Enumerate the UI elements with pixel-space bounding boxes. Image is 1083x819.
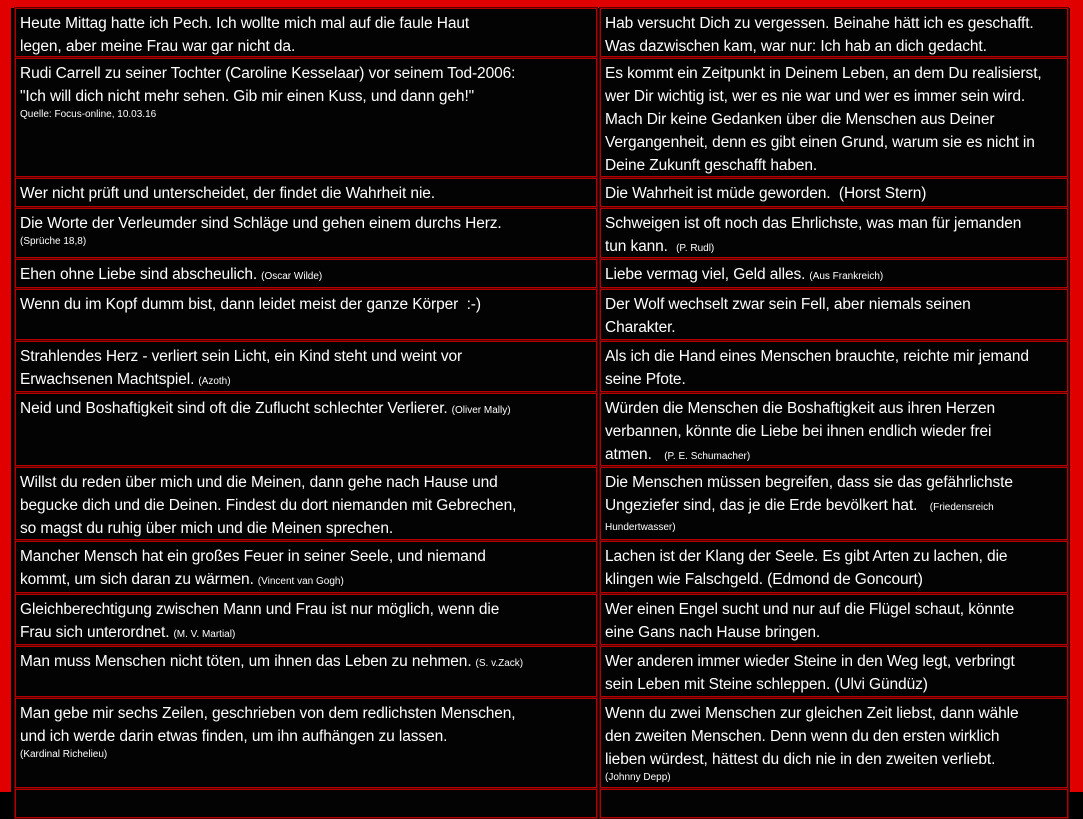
table-row [14,789,1070,819]
quote-source: (S. v.Zack) [475,658,524,669]
quote-text: Hab versucht Dich zu vergessen. Beinahe hätt ich es geschafft. Was dazwischen kam, war nur: Ich hab an dich gedacht. [605,15,1034,55]
quote-cell-right [600,467,1068,540]
quote-cell-left [15,341,597,392]
table-row [14,646,1070,698]
quote-cell-right [600,646,1068,697]
quote-cell-right [600,541,1068,593]
quote-cell-left [15,541,597,593]
quote-text: Lachen ist der Klang der Seele. Es gibt Arten zu lachen, die klingen wie Falschgeld. (Edmond de Goncourt) [605,548,1008,588]
quote-text: Wer anderen immer wieder Steine in den Weg legt, verbringt sein Leben mit Steine schleppen. (Ulvi Gündüz) [605,653,1015,693]
quote-cell-left [15,467,597,540]
quote-text: Willst du reden über mich und die Meinen, dann gehe nach Hause und begucke dich und die Deinen. Findest du dort niemanden mit Gebrechen, so magst du ruhig über mich und die Meinen sprechen. [20,474,517,537]
quote-cell-right [600,341,1068,392]
quote-text: Man muss Menschen nicht töten, um ihnen das Leben zu nehmen. [20,653,472,670]
quote-text: Mancher Mensch hat ein großes Feuer in seiner Seele, und niemand kommt, um sich daran zu wärmen. [20,548,486,588]
quote-source: (M. V. Martial) [173,629,236,640]
quote-cell-right [600,698,1068,788]
quote-source: (P. E. Schumacher) [664,451,751,462]
quote-text: Liebe vermag viel, Geld alles. [605,266,806,283]
quote-cell-right [600,208,1068,258]
quote-cell-left [15,58,597,177]
quote-text: Neid und Boshaftigkeit sind oft die Zuflucht schlechter Verlierer. [20,400,448,417]
quote-text: Rudi Carrell zu seiner Tochter (Caroline Kesselaar) vor seinem Tod-2006: "Ich will dich nicht mehr sehen. Gib mir einen Kuss, und dann geh!" [20,65,516,105]
quote-text: Die Worte der Verleumder sind Schläge und gehen einem durchs Herz. [20,215,502,232]
quote-source: (Kardinal Richelieu) [20,749,108,760]
quote-source: Quelle: Focus-online, 10.03.16 [20,109,157,120]
quote-text: Würden die Menschen die Boshaftigkeit aus ihren Herzen verbannen, könnte die Liebe bei ihnen endlich wieder frei atmen. [605,400,996,463]
quote-cell-right [600,58,1068,177]
quote-source: (Azoth) [198,376,231,387]
table-row [14,594,1070,646]
quote-cell-left [15,646,597,697]
quote-cell-left [15,789,597,818]
table-row [14,467,1070,541]
quote-text: Als ich die Hand eines Menschen brauchte, reichte mir jemand seine Pfote. [605,348,1029,388]
quote-source: (P. Rudl) [676,243,715,254]
quote-cell-right [600,259,1068,288]
quote-text: Der Wolf wechselt zwar sein Fell, aber niemals seinen Charakter. [605,296,971,336]
quote-cell-right [600,178,1068,207]
table-row [14,698,1070,789]
table-row [14,393,1070,467]
quote-text: Man gebe mir sechs Zeilen, geschrieben von dem redlichsten Menschen, und ich werde darin etwas finden, um ihn aufhängen zu lassen. [20,705,516,745]
table-row [14,8,1070,58]
quote-text: Die Wahrheit ist müde geworden. (Horst Stern) [605,185,927,202]
quote-cell-left [15,208,597,258]
quote-text: Ehen ohne Liebe sind abscheulich. [20,266,258,283]
table-row [14,289,1070,341]
quote-cell-left [15,594,597,645]
table-row [14,208,1070,259]
quote-source: (Johnny Depp) [605,772,671,783]
table-row [14,178,1070,208]
quote-source: (Aus Frankreich) [809,271,884,282]
quote-text: Wenn du im Kopf dumm bist, dann leidet meist der ganze Körper :-) [20,296,481,313]
quote-cell-right [600,594,1068,645]
quote-text: Die Menschen müssen begreifen, dass sie das gefährlichste Ungeziefer sind, das je die Erde bevölkert hat. [605,474,1013,514]
table-row [14,58,1070,178]
quote-cell-right [600,8,1068,57]
quote-source: (Oliver Mally) [451,405,511,416]
table-row [14,541,1070,594]
quote-text: Wer einen Engel sucht und nur auf die Flügel schaut, könnte eine Gans nach Hause bringen. [605,601,1015,641]
quote-source: (Friedensreich Hundertwasser) [605,502,994,533]
quote-source: (Oscar Wilde) [261,271,323,282]
quote-source: (Sprüche 18,8) [20,236,87,247]
quote-source: (Vincent van Gogh) [257,576,344,587]
quote-text: Es kommt ein Zeitpunkt in Deinem Leben, an dem Du realisierst, wer Dir wichtig ist, wer es nie war und wer es immer sein wird. Mach Dir keine Gedanken über die Menschen aus Deiner Vergangenheit, denn es gibt einen Grund, warum sie es nicht in Deine Zukunft geschafft haben. [605,65,1042,174]
quote-cell-left [15,698,597,788]
quote-cell-right [600,289,1068,340]
quote-cell-left [15,289,597,340]
quote-text: Gleichberechtigung zwischen Mann und Frau ist nur möglich, wenn die Frau sich unterordnet. [20,601,500,641]
quote-text: Wer nicht prüft und unterscheidet, der findet die Wahrheit nie. [20,185,436,202]
quote-cell-right [600,789,1068,818]
table-row [14,259,1070,289]
table-row [14,341,1070,393]
quote-cell-left [15,8,597,57]
quote-text: Schweigen ist oft noch das Ehrlichste, was man für jemanden tun kann. [605,215,1022,255]
quote-cell-left [15,178,597,207]
quote-cell-left [15,259,597,288]
quote-cell-left [15,393,597,466]
quote-text: Heute Mittag hatte ich Pech. Ich wollte mich mal auf die faule Haut legen, aber meine Frau war gar nicht da. [20,15,470,55]
quote-text: Strahlendes Herz - verliert sein Licht, ein Kind steht und weint vor Erwachsenen Machtspiel. [20,348,463,388]
quote-text: Wenn du zwei Menschen zur gleichen Zeit liebst, dann wähle den zweiten Menschen. Denn wenn du den ersten wirklich lieben würdest, hättest du dich nie in den zweiten verliebt. [605,705,1019,768]
quote-cell-right [600,393,1068,466]
